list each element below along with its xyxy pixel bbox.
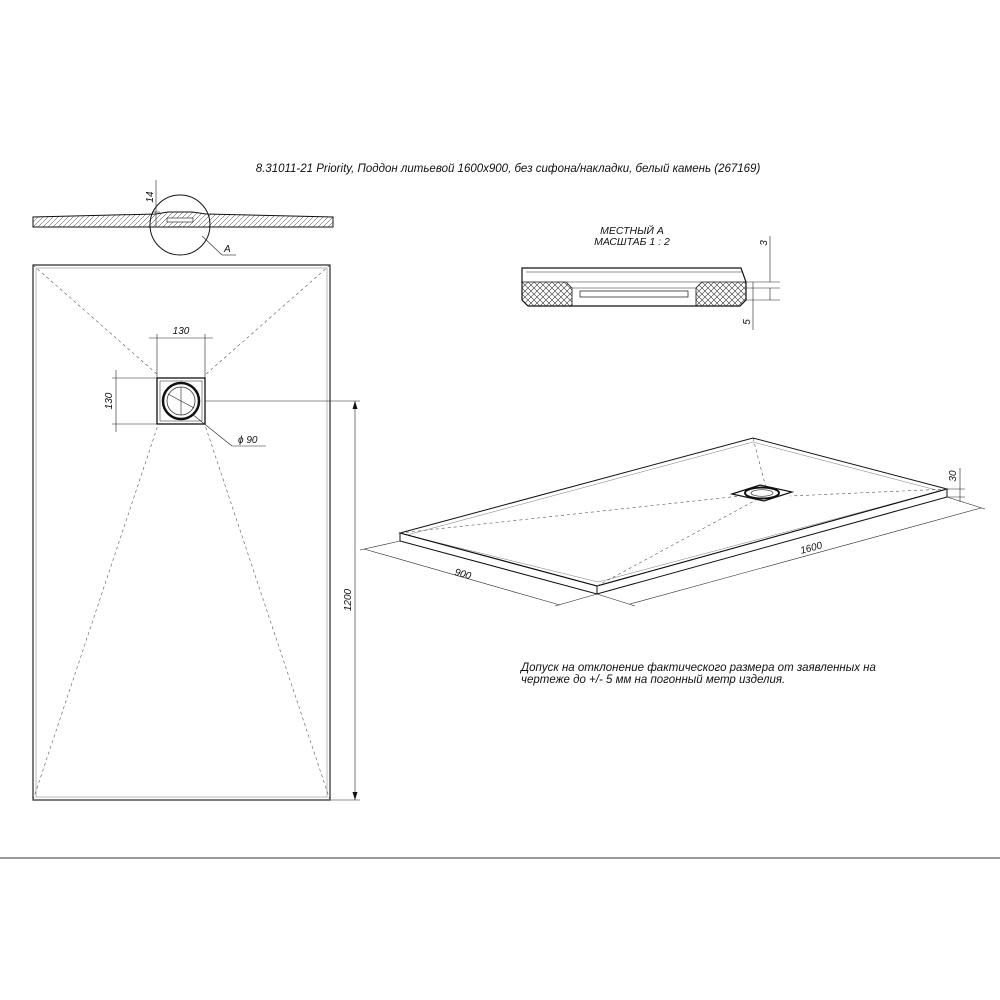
top-dim-drain-diameter: ϕ 90 [238, 435, 258, 446]
slope-line-top-right [205, 265, 330, 375]
detail-heading-2: МАСШТАБ 1 : 2 [594, 236, 670, 248]
detail-dim-bottom: 5 [742, 319, 753, 325]
section-drain-slot [167, 218, 193, 222]
slope-line-bottom-right [205, 425, 330, 800]
slope-line-top-left [33, 265, 158, 375]
detail-view [522, 224, 780, 330]
iso-dim-height: 30 [948, 470, 959, 482]
tray-inner-edge [36, 268, 327, 797]
detail-dim-top: 3 [759, 240, 770, 246]
tray-outline [33, 265, 330, 800]
iso-front-left-face [400, 533, 597, 594]
top-dim-drain-width: 130 [172, 326, 190, 337]
iso-front-right-face [597, 489, 947, 594]
tolerance-note: Допуск на отклонение фактического размера от заявленных на чертеже до +/- 5 мм на погонный метр изделия. [521, 662, 876, 686]
top-dim-drain-height: 130 [104, 392, 115, 410]
drawing-title: 8.31011-21 Priority, Поддон литьевой 1600х900, без сифона/накладки, белый камень (267169) [255, 163, 761, 175]
iso-view [360, 438, 985, 606]
section-callout-label: A [224, 244, 231, 255]
top-view [33, 265, 360, 800]
section-dim-height: 14 [145, 191, 156, 203]
top-dim-length: 1200 [343, 588, 354, 612]
slope-line-bottom-left [33, 425, 158, 800]
iso-dim-width: 900 [453, 567, 473, 583]
detail-heading-1: МЕСТНЫЙ А [600, 225, 664, 237]
iso-dim-length: 1600 [799, 540, 824, 557]
section-view [33, 180, 333, 255]
